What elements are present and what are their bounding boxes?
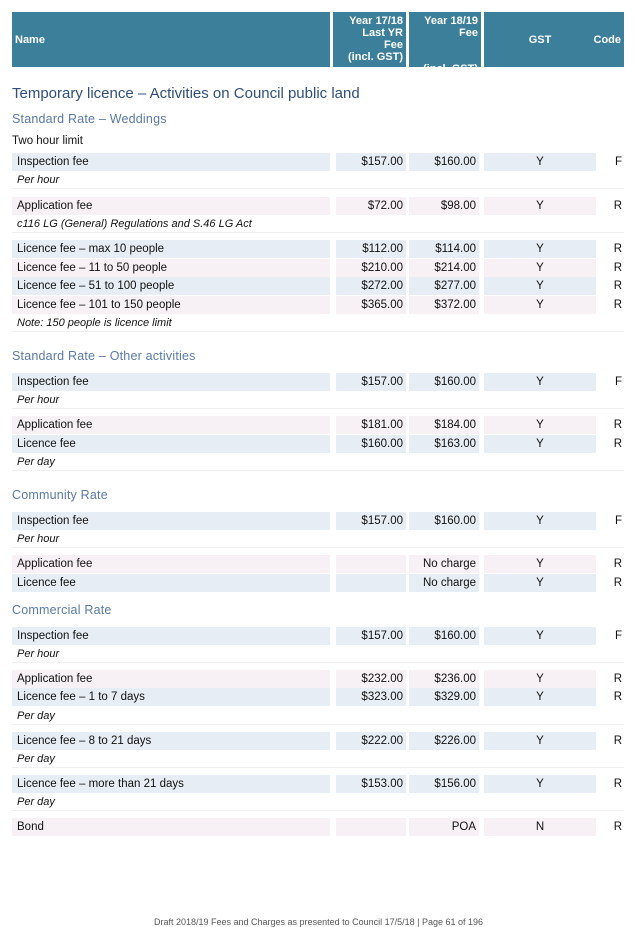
gst-flag: Y bbox=[484, 277, 596, 295]
fee-code: R bbox=[613, 299, 622, 311]
fee-17-18: $365.00 bbox=[336, 296, 406, 314]
fee-17-18: $157.00 bbox=[336, 153, 406, 171]
fee-row bbox=[12, 555, 624, 573]
fee-17-18: $210.00 bbox=[336, 259, 406, 277]
fee-code: R bbox=[613, 673, 622, 685]
row-note: Per hour bbox=[12, 171, 624, 189]
fee-17-18: $157.00 bbox=[336, 512, 406, 530]
fee-18-19: $277.00 bbox=[409, 277, 479, 295]
fee-row bbox=[12, 512, 624, 530]
row-note: Per hour bbox=[12, 530, 624, 548]
fee-18-19: $184.00 bbox=[409, 416, 479, 434]
row-note: Per hour bbox=[12, 391, 624, 409]
fee-row bbox=[12, 775, 624, 793]
fee-18-19: $226.00 bbox=[409, 732, 479, 750]
fee-17-18: $157.00 bbox=[336, 627, 406, 645]
fee-code: R bbox=[613, 691, 622, 703]
fee-name: Application fee bbox=[12, 555, 330, 573]
column-header-gst: GST bbox=[484, 12, 596, 67]
fee-17-18: $222.00 bbox=[336, 732, 406, 750]
fee-row bbox=[12, 153, 624, 171]
gst-flag: Y bbox=[484, 688, 596, 706]
fee-18-19: $372.00 bbox=[409, 296, 479, 314]
fee-code: R bbox=[613, 262, 622, 274]
fee-17-18: $157.00 bbox=[336, 373, 406, 391]
fee-18-19: $214.00 bbox=[409, 259, 479, 277]
fee-row bbox=[12, 818, 624, 836]
gst-flag: Y bbox=[484, 435, 596, 453]
fee-name: Licence fee – 8 to 21 days bbox=[12, 732, 330, 750]
fee-row bbox=[12, 240, 624, 258]
gst-flag: Y bbox=[484, 775, 596, 793]
fee-name: Licence fee – 1 to 7 days bbox=[12, 688, 330, 706]
fee-name: Licence fee bbox=[12, 435, 330, 453]
column-header-year-17-18: Year 17/18 Last YR Fee (incl. GST) bbox=[333, 12, 406, 67]
fee-row bbox=[12, 259, 624, 277]
row-note: Per day bbox=[12, 453, 624, 471]
gst-flag: Y bbox=[484, 296, 596, 314]
row-note: Per day bbox=[12, 707, 624, 725]
fee-name: Licence fee – more than 21 days bbox=[12, 775, 330, 793]
page-title: Temporary licence – Activities on Council public land bbox=[12, 85, 360, 102]
fee-18-19: $329.00 bbox=[409, 688, 479, 706]
fee-code: F bbox=[614, 376, 622, 388]
fee-row bbox=[12, 627, 624, 645]
gst-flag: Y bbox=[484, 373, 596, 391]
fee-18-19: $160.00 bbox=[409, 373, 479, 391]
fee-18-19: $163.00 bbox=[409, 435, 479, 453]
fee-17-18 bbox=[336, 555, 406, 573]
fee-row bbox=[12, 688, 624, 706]
row-note: c116 LG (General) Regulations and S.46 LG Act bbox=[12, 215, 624, 233]
fee-row bbox=[12, 277, 624, 295]
fee-name: Inspection fee bbox=[12, 512, 330, 530]
fee-18-19: $98.00 bbox=[409, 197, 479, 215]
fee-row bbox=[12, 574, 624, 592]
fee-code: R bbox=[613, 280, 622, 292]
fee-code: R bbox=[613, 778, 622, 790]
column-header-year-18-19: Year 18/19 Fee (incl. GST) bbox=[409, 12, 481, 67]
fee-row bbox=[12, 197, 624, 215]
fee-row bbox=[12, 732, 624, 750]
fee-name: Licence fee – 101 to 150 people bbox=[12, 296, 330, 314]
gst-flag: Y bbox=[484, 197, 596, 215]
fee-18-19: $160.00 bbox=[409, 512, 479, 530]
fee-code: R bbox=[613, 821, 622, 833]
fee-17-18: $160.00 bbox=[336, 435, 406, 453]
fee-18-19: No charge bbox=[409, 574, 479, 592]
fee-18-19: $114.00 bbox=[409, 240, 479, 258]
fee-row bbox=[12, 416, 624, 434]
fee-17-18: $272.00 bbox=[336, 277, 406, 295]
fee-17-18: $181.00 bbox=[336, 416, 406, 434]
gst-flag: Y bbox=[484, 416, 596, 434]
gst-flag: Y bbox=[484, 153, 596, 171]
page-footer: Draft 2018/19 Fees and Charges as presented to Council 17/5/18 | Page 61 of 196 bbox=[153, 917, 484, 927]
row-note: Per hour bbox=[12, 645, 624, 663]
fee-name: Licence fee bbox=[12, 574, 330, 592]
fee-name: Application fee bbox=[12, 670, 330, 688]
fee-name: Inspection fee bbox=[12, 373, 330, 391]
gst-flag: Y bbox=[484, 259, 596, 277]
gst-flag: Y bbox=[484, 574, 596, 592]
fee-code: F bbox=[614, 156, 622, 168]
fee-row bbox=[12, 373, 624, 391]
fee-name: Bond bbox=[12, 818, 330, 836]
fee-row bbox=[12, 435, 624, 453]
gst-flag: Y bbox=[484, 555, 596, 573]
fee-17-18: $72.00 bbox=[336, 197, 406, 215]
gst-flag: Y bbox=[484, 512, 596, 530]
fee-name: Licence fee – 11 to 50 people bbox=[12, 259, 330, 277]
fee-18-19: $236.00 bbox=[409, 670, 479, 688]
row-note: Per day bbox=[12, 793, 624, 811]
gst-flag: Y bbox=[484, 240, 596, 258]
fee-code: F bbox=[614, 630, 622, 642]
row-note: Per day bbox=[12, 750, 624, 768]
fee-17-18: $323.00 bbox=[336, 688, 406, 706]
gst-flag: Y bbox=[484, 670, 596, 688]
section-heading-other-activities: Standard Rate – Other activities bbox=[12, 349, 196, 363]
fee-17-18: $232.00 bbox=[336, 670, 406, 688]
fee-18-19: $160.00 bbox=[409, 627, 479, 645]
fee-name: Licence fee – max 10 people bbox=[12, 240, 330, 258]
fee-code: R bbox=[613, 200, 622, 212]
fee-code: R bbox=[613, 419, 622, 431]
fee-18-19: $160.00 bbox=[409, 153, 479, 171]
fee-name: Licence fee – 51 to 100 people bbox=[12, 277, 330, 295]
gst-flag: Y bbox=[484, 627, 596, 645]
fee-code: R bbox=[613, 577, 622, 589]
column-header-name: Name bbox=[12, 12, 330, 67]
fee-row bbox=[12, 670, 624, 688]
row-note: Note: 150 people is licence limit bbox=[12, 314, 624, 332]
fee-code: R bbox=[613, 735, 622, 747]
section-heading-weddings: Standard Rate – Weddings bbox=[12, 112, 167, 126]
column-header-code: Code bbox=[596, 12, 624, 67]
fee-name: Application fee bbox=[12, 197, 330, 215]
fee-code: F bbox=[614, 515, 622, 527]
section-heading-community-rate: Community Rate bbox=[12, 488, 108, 502]
section-heading-commercial-rate: Commercial Rate bbox=[12, 603, 112, 617]
fee-17-18: $153.00 bbox=[336, 775, 406, 793]
fee-18-19: No charge bbox=[409, 555, 479, 573]
fee-17-18 bbox=[336, 818, 406, 836]
fee-row bbox=[12, 296, 624, 314]
gst-flag: N bbox=[484, 818, 596, 836]
gst-flag: Y bbox=[484, 732, 596, 750]
fee-18-19: $156.00 bbox=[409, 775, 479, 793]
fee-code: R bbox=[613, 243, 622, 255]
fee-name: Application fee bbox=[12, 416, 330, 434]
fee-name: Inspection fee bbox=[12, 627, 330, 645]
fee-code: R bbox=[613, 438, 622, 450]
fee-18-19: POA bbox=[409, 818, 479, 836]
fee-name: Inspection fee bbox=[12, 153, 330, 171]
subheading-two-hour-limit: Two hour limit bbox=[12, 135, 83, 147]
fee-17-18 bbox=[336, 574, 406, 592]
fee-code: R bbox=[613, 558, 622, 570]
fee-17-18: $112.00 bbox=[336, 240, 406, 258]
